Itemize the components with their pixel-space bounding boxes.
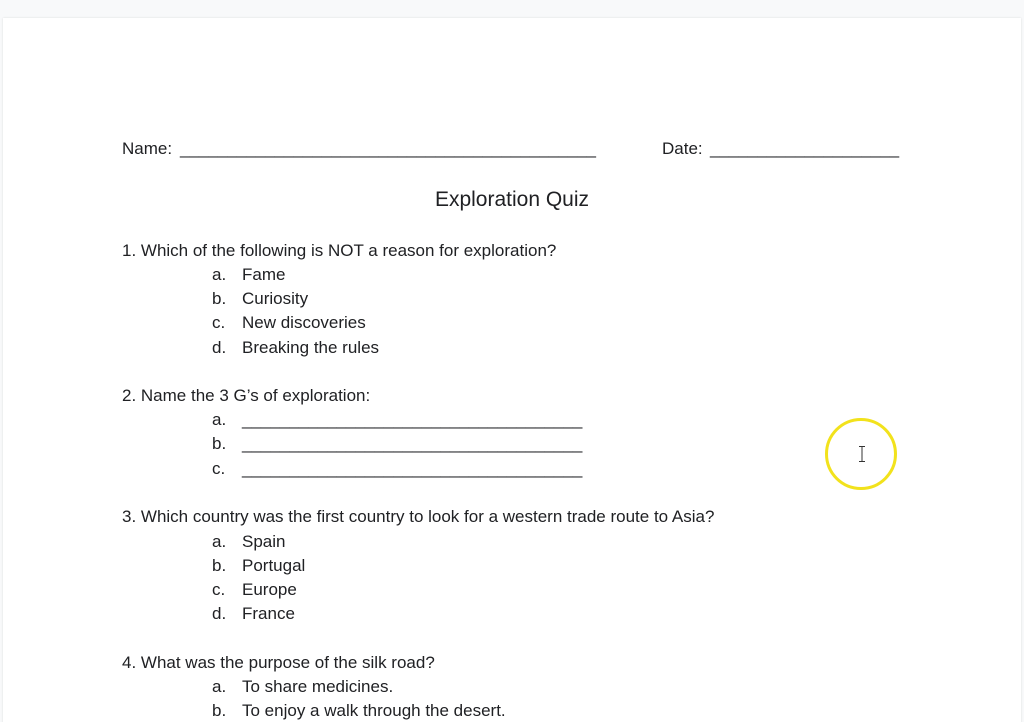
date-label: Date:: [662, 139, 703, 158]
question-4-option-a: [212, 677, 393, 697]
question-3: 3. Which country was the first country to look for a western trade route to Asia?: [122, 507, 715, 526]
answer-blank-line: ____________________________________: [242, 459, 583, 478]
question-1-option-d: [212, 338, 379, 358]
question-3-option-b: [212, 556, 305, 576]
option-letter: a.: [212, 532, 227, 551]
document-page[interactable]: [3, 18, 1021, 722]
option-letter: b.: [212, 701, 227, 720]
option-text: Europe: [242, 580, 297, 599]
question-3-option-a: [212, 532, 285, 552]
question-2-option-b: [212, 434, 582, 454]
option-letter: b.: [212, 556, 227, 575]
question-1-option-c: [212, 313, 366, 333]
option-text: New discoveries: [242, 313, 366, 332]
question-1-option-a: [212, 265, 285, 285]
date-blank-line: ____________________: [710, 139, 900, 158]
option-text: Breaking the rules: [242, 338, 380, 357]
option-letter: a.: [212, 265, 227, 284]
option-letter: a.: [212, 677, 227, 696]
name-blank-line: ____________________________________________: [180, 139, 597, 158]
option-text: Curiosity: [242, 289, 309, 308]
option-letter: c.: [212, 459, 226, 478]
question-4: 4. What was the purpose of the silk road?: [122, 653, 435, 672]
option-text: Fame: [242, 265, 286, 284]
question-2-option-c: [212, 459, 582, 479]
question-3-option-c: [212, 580, 297, 600]
name-label: Name:: [122, 139, 173, 158]
question-1: 1. Which of the following is NOT a reason for exploration?: [122, 241, 557, 260]
answer-blank-line: ____________________________________: [242, 410, 583, 429]
question-1-option-b: [212, 289, 308, 309]
option-text: Spain: [242, 532, 286, 551]
question-2-option-a: [212, 410, 582, 430]
question-4-option-b: [212, 701, 506, 721]
option-text: Portugal: [242, 556, 306, 575]
text-cursor-icon: [858, 446, 866, 462]
question-2: 2. Name the 3 G’s of exploration:: [122, 386, 371, 405]
option-text: France: [242, 604, 295, 623]
option-text: To share medicines.: [242, 677, 394, 696]
document-title: Exploration Quiz: [434, 188, 590, 211]
option-letter: d.: [212, 604, 227, 623]
option-letter: b.: [212, 434, 227, 453]
option-letter: d.: [212, 338, 227, 357]
answer-blank-line: ____________________________________: [242, 434, 583, 453]
option-text: To enjoy a walk through the desert.: [242, 701, 506, 720]
option-letter: b.: [212, 289, 227, 308]
question-3-option-d: [212, 604, 295, 624]
option-letter: c.: [212, 313, 226, 332]
option-letter: a.: [212, 410, 227, 429]
option-letter: c.: [212, 580, 226, 599]
